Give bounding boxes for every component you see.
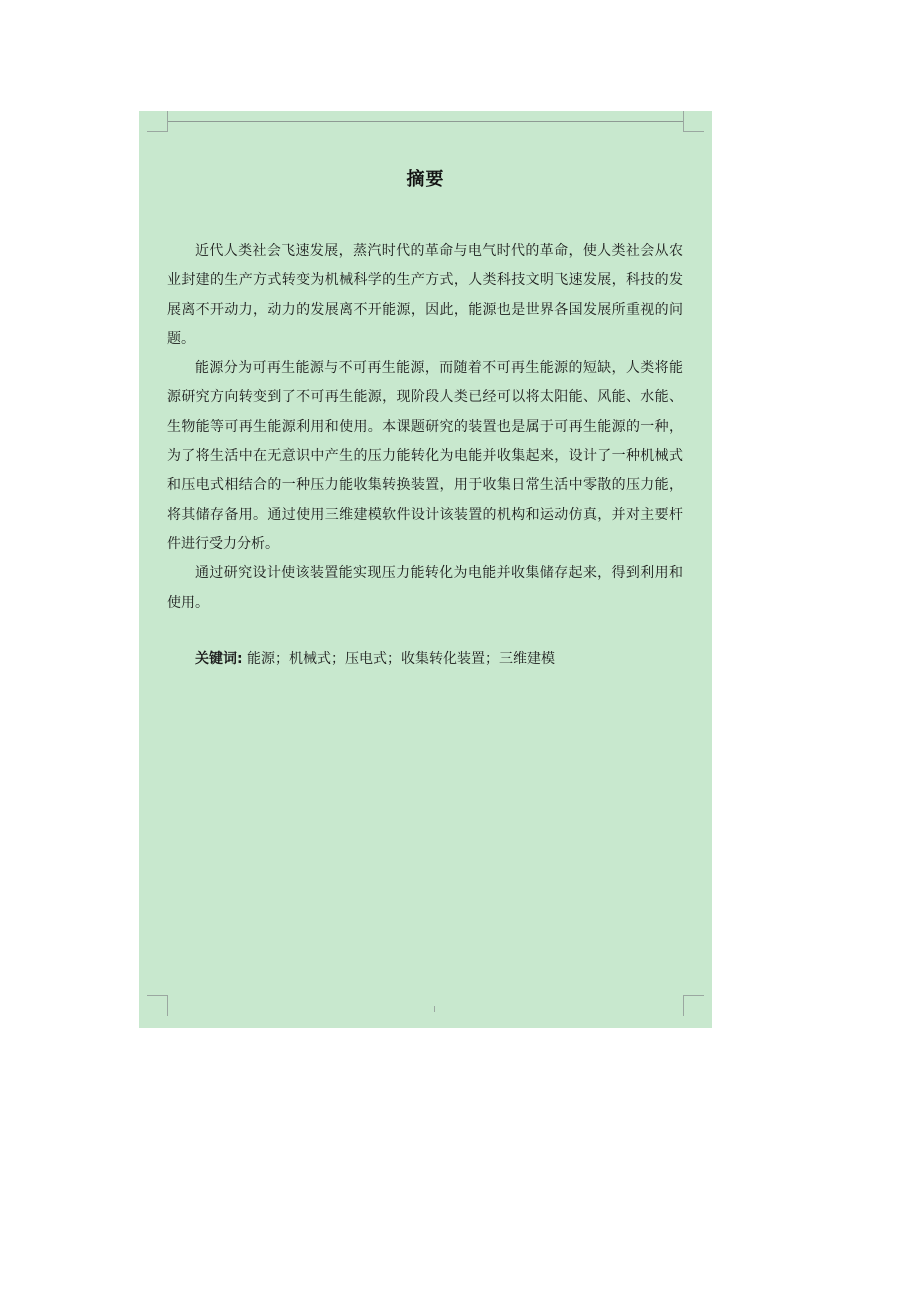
page-corner-mark-top-right <box>683 111 704 132</box>
footer-cursor-mark <box>434 1006 435 1012</box>
keywords-text: 能源；机械式；压电式；收集转化装置；三维建模 <box>242 651 556 667</box>
abstract-paragraph-2: 能源分为可再生能源与不可再生能源，而随着不可再生能源的短缺，人类将能源研究方向转变到了不可再生能源，现阶段人类已经可以将太阳能、风能、水能、生物能等可再生能源利用和使用。本课题研究的装置也是属于可再生能源的一种，为了将生活中在无意识中产生的压力能转化为电能并收集起来，设计了一种机械式和压电式相结合的一种压力能收集转换装置，用于收集日常生活中零散的压力能，将其储存备用。通过使用三维建模软件设计该装置的机构和运动仿真，并对主要杆件进行受力分析。 <box>167 360 683 552</box>
keywords-line <box>167 645 683 674</box>
abstract-body <box>167 237 683 618</box>
header-rule <box>168 121 683 122</box>
document-page <box>139 111 712 1028</box>
page-corner-mark-top-left <box>147 111 168 132</box>
page-corner-mark-bottom-right <box>683 995 704 1016</box>
keywords-label: 关键词: <box>195 651 243 667</box>
abstract-paragraph-3: 通过研究设计使该装置能实现压力能转化为电能并收集储存起来，得到利用和使用。 <box>167 565 683 611</box>
page-corner-mark-bottom-left <box>147 995 168 1016</box>
abstract-paragraph-1: 近代人类社会飞速发展，蒸汽时代的革命与电气时代的革命，使人类社会从农业封建的生产方式转变为机械科学的生产方式，人类科技文明飞速发展，科技的发展离不开动力，动力的发展离不开能源，因此，能源也是世界各国发展所重视的问题。 <box>167 243 683 347</box>
page-title: 摘要 <box>406 169 445 190</box>
